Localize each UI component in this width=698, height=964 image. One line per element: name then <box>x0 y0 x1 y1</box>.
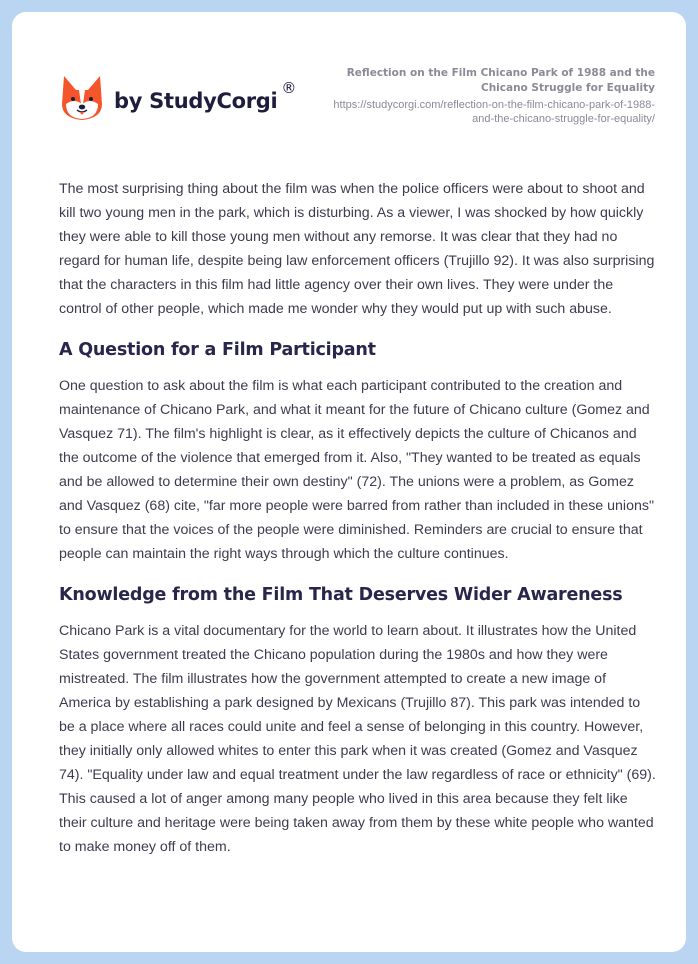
document-meta <box>315 66 655 126</box>
section-paragraph-question: One question to ask about the film is what each participant contributed to the creation and maintenance of Chicano Park, and what it meant for the future of Chicano culture (Gomez and Vasquez 71). The film's highlight is clear, as it effectively depicts the culture of Chicanos and the outcome of the violence that emerged from it. Also, "They wanted to be treated as equals and be allowed to determine their own destiny" (72). The unions were a problem, as Gomez and Vasquez (68) cite, "far more people were barred from rather than included in these unions" to ensure that the voices of the people were diminished. Reminders are crucial to ensure that people can maintain the right ways through which the culture continues. <box>59 378 654 562</box>
registered-mark: ® <box>281 79 297 97</box>
studycorgi-logo[interactable] <box>60 74 296 122</box>
document-header <box>12 12 686 152</box>
section-heading-question: A Question for a Film Participant <box>59 340 376 360</box>
brand-name: by StudyCorgi <box>114 89 278 113</box>
corgi-face-icon <box>60 74 104 122</box>
section-heading-knowledge: Knowledge from the Film That Deserves Wider Awareness <box>59 585 623 605</box>
document-body <box>59 177 659 859</box>
document-url[interactable]: https://studycorgi.com/reflection-on-the-film-chicano-park-of-1988-and-the-chicano-struggle-for-equality/ <box>333 99 655 125</box>
document-title: Reflection on the Film Chicano Park of 1988 and the Chicano Struggle for Equality <box>346 67 655 94</box>
intro-paragraph: The most surprising thing about the film was when the police officers were about to shoot and kill two young men in the park, which is disturbing. As a viewer, I was shocked by how quickly they were able to kill those young men without any remorse. It was clear that they had no regard for human life, despite being law enforcement officers (Trujillo 92). It was also surprising that the characters in this film had little agency over their own lives. They were under the control of other people, which made me wonder why they would put up with such abuse. <box>59 181 655 317</box>
document-card <box>12 12 686 952</box>
section-paragraph-knowledge: Chicano Park is a vital documentary for the world to learn about. It illustrates how the United States government treated the Chicano population during the 1980s and how they were mistreated. The film illustrates how the government attempted to create a new image of America by establishing a park designed by Mexicans (Trujillo 87). This park was intended to be a place where all races could unite and feel a sense of belonging in this country. However, they initially only allowed whites to enter this park when it was created (Gomez and Vasquez 74). "Equality under law and equal treatment under the law regardless of race or ethnicity" (69). This caused a lot of anger among many people who lived in this area because they felt like their culture and heritage were being taken away from them by these white people who wanted to make money off of them. <box>59 623 656 855</box>
